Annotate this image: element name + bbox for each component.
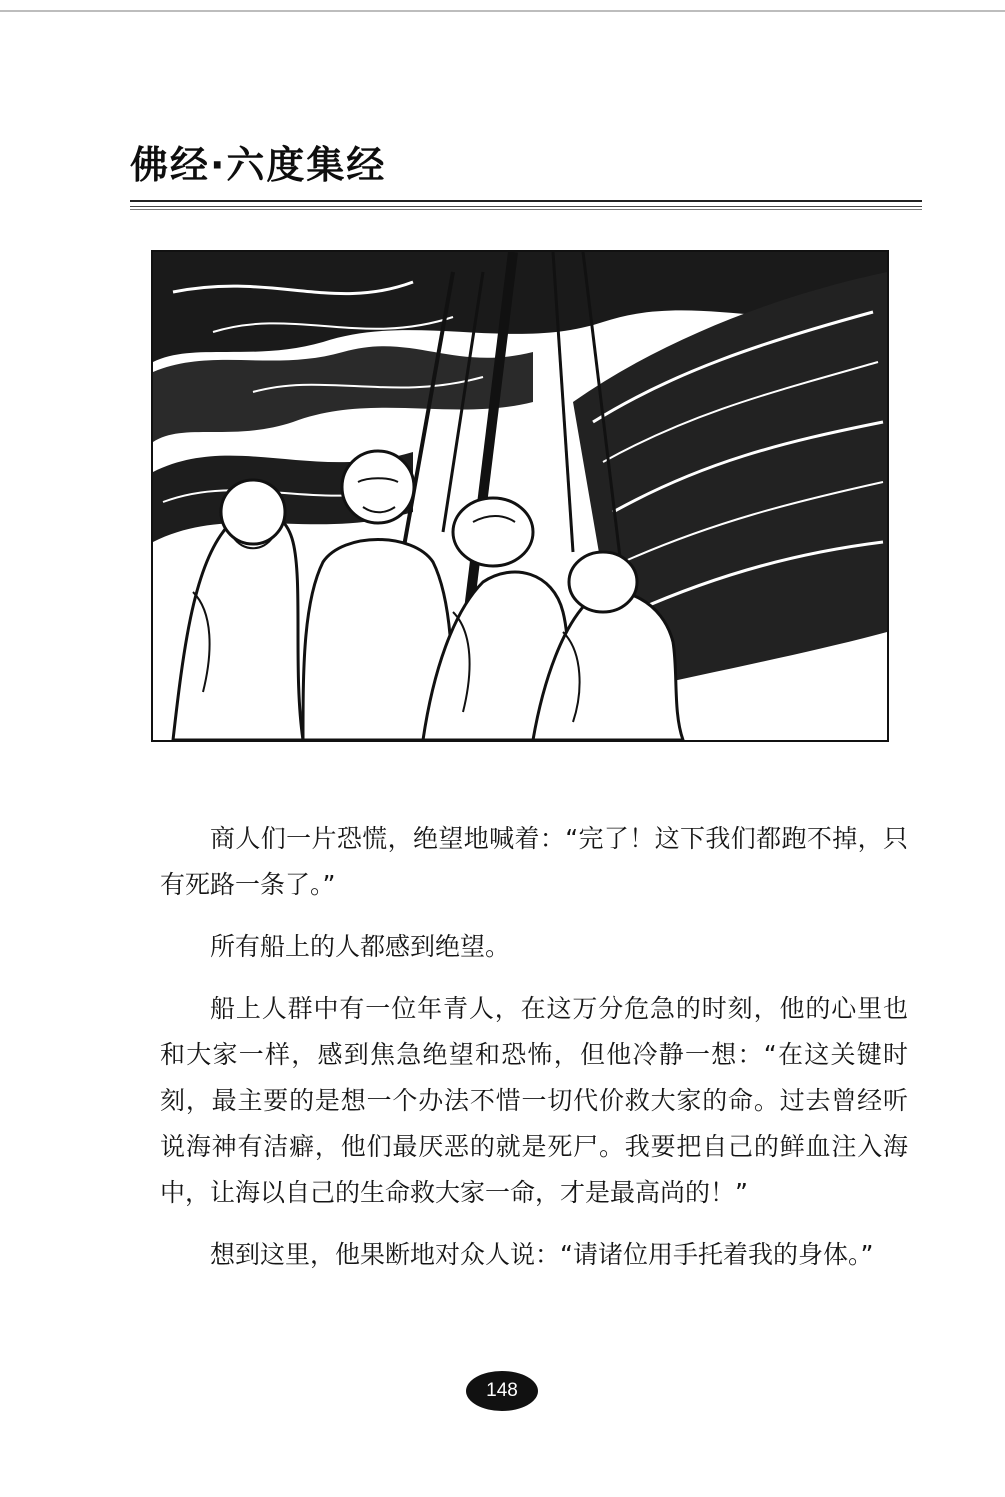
header-rule-thin bbox=[130, 209, 922, 210]
storm-ship-illustration bbox=[151, 250, 889, 742]
page-title: 佛经·六度集经 bbox=[130, 143, 387, 187]
page-header bbox=[130, 140, 922, 210]
story-text bbox=[160, 816, 908, 1294]
header-rule-thin bbox=[130, 206, 922, 207]
top-rule bbox=[0, 10, 1005, 12]
paragraph: 想到这里，他果断地对众人说：“请诸位用手托着我的身体。” bbox=[210, 1240, 874, 1269]
paragraph: 所有船上的人都感到绝望。 bbox=[210, 932, 511, 961]
paragraph: 商人们一片恐慌，绝望地喊着：“完了！这下我们都跑不掉，只有死路一条了。” bbox=[160, 824, 908, 899]
paragraph: 船上人群中有一位年青人，在这万分危急的时刻，他的心里也和大家一样，感到焦急绝望和恐怖，但他冷静一想：“在这关键时刻，最主要的是想一个办法不惜一切代价救大家的命。过去曾经听说海神有洁癖，他们最厌恶的就是死尸。我要把自己的鲜血注入海中，让海以自己的生命救大家一命，才是最高尚的！” bbox=[160, 994, 908, 1207]
header-rule bbox=[130, 200, 922, 202]
page-number: 148 bbox=[466, 1371, 538, 1411]
